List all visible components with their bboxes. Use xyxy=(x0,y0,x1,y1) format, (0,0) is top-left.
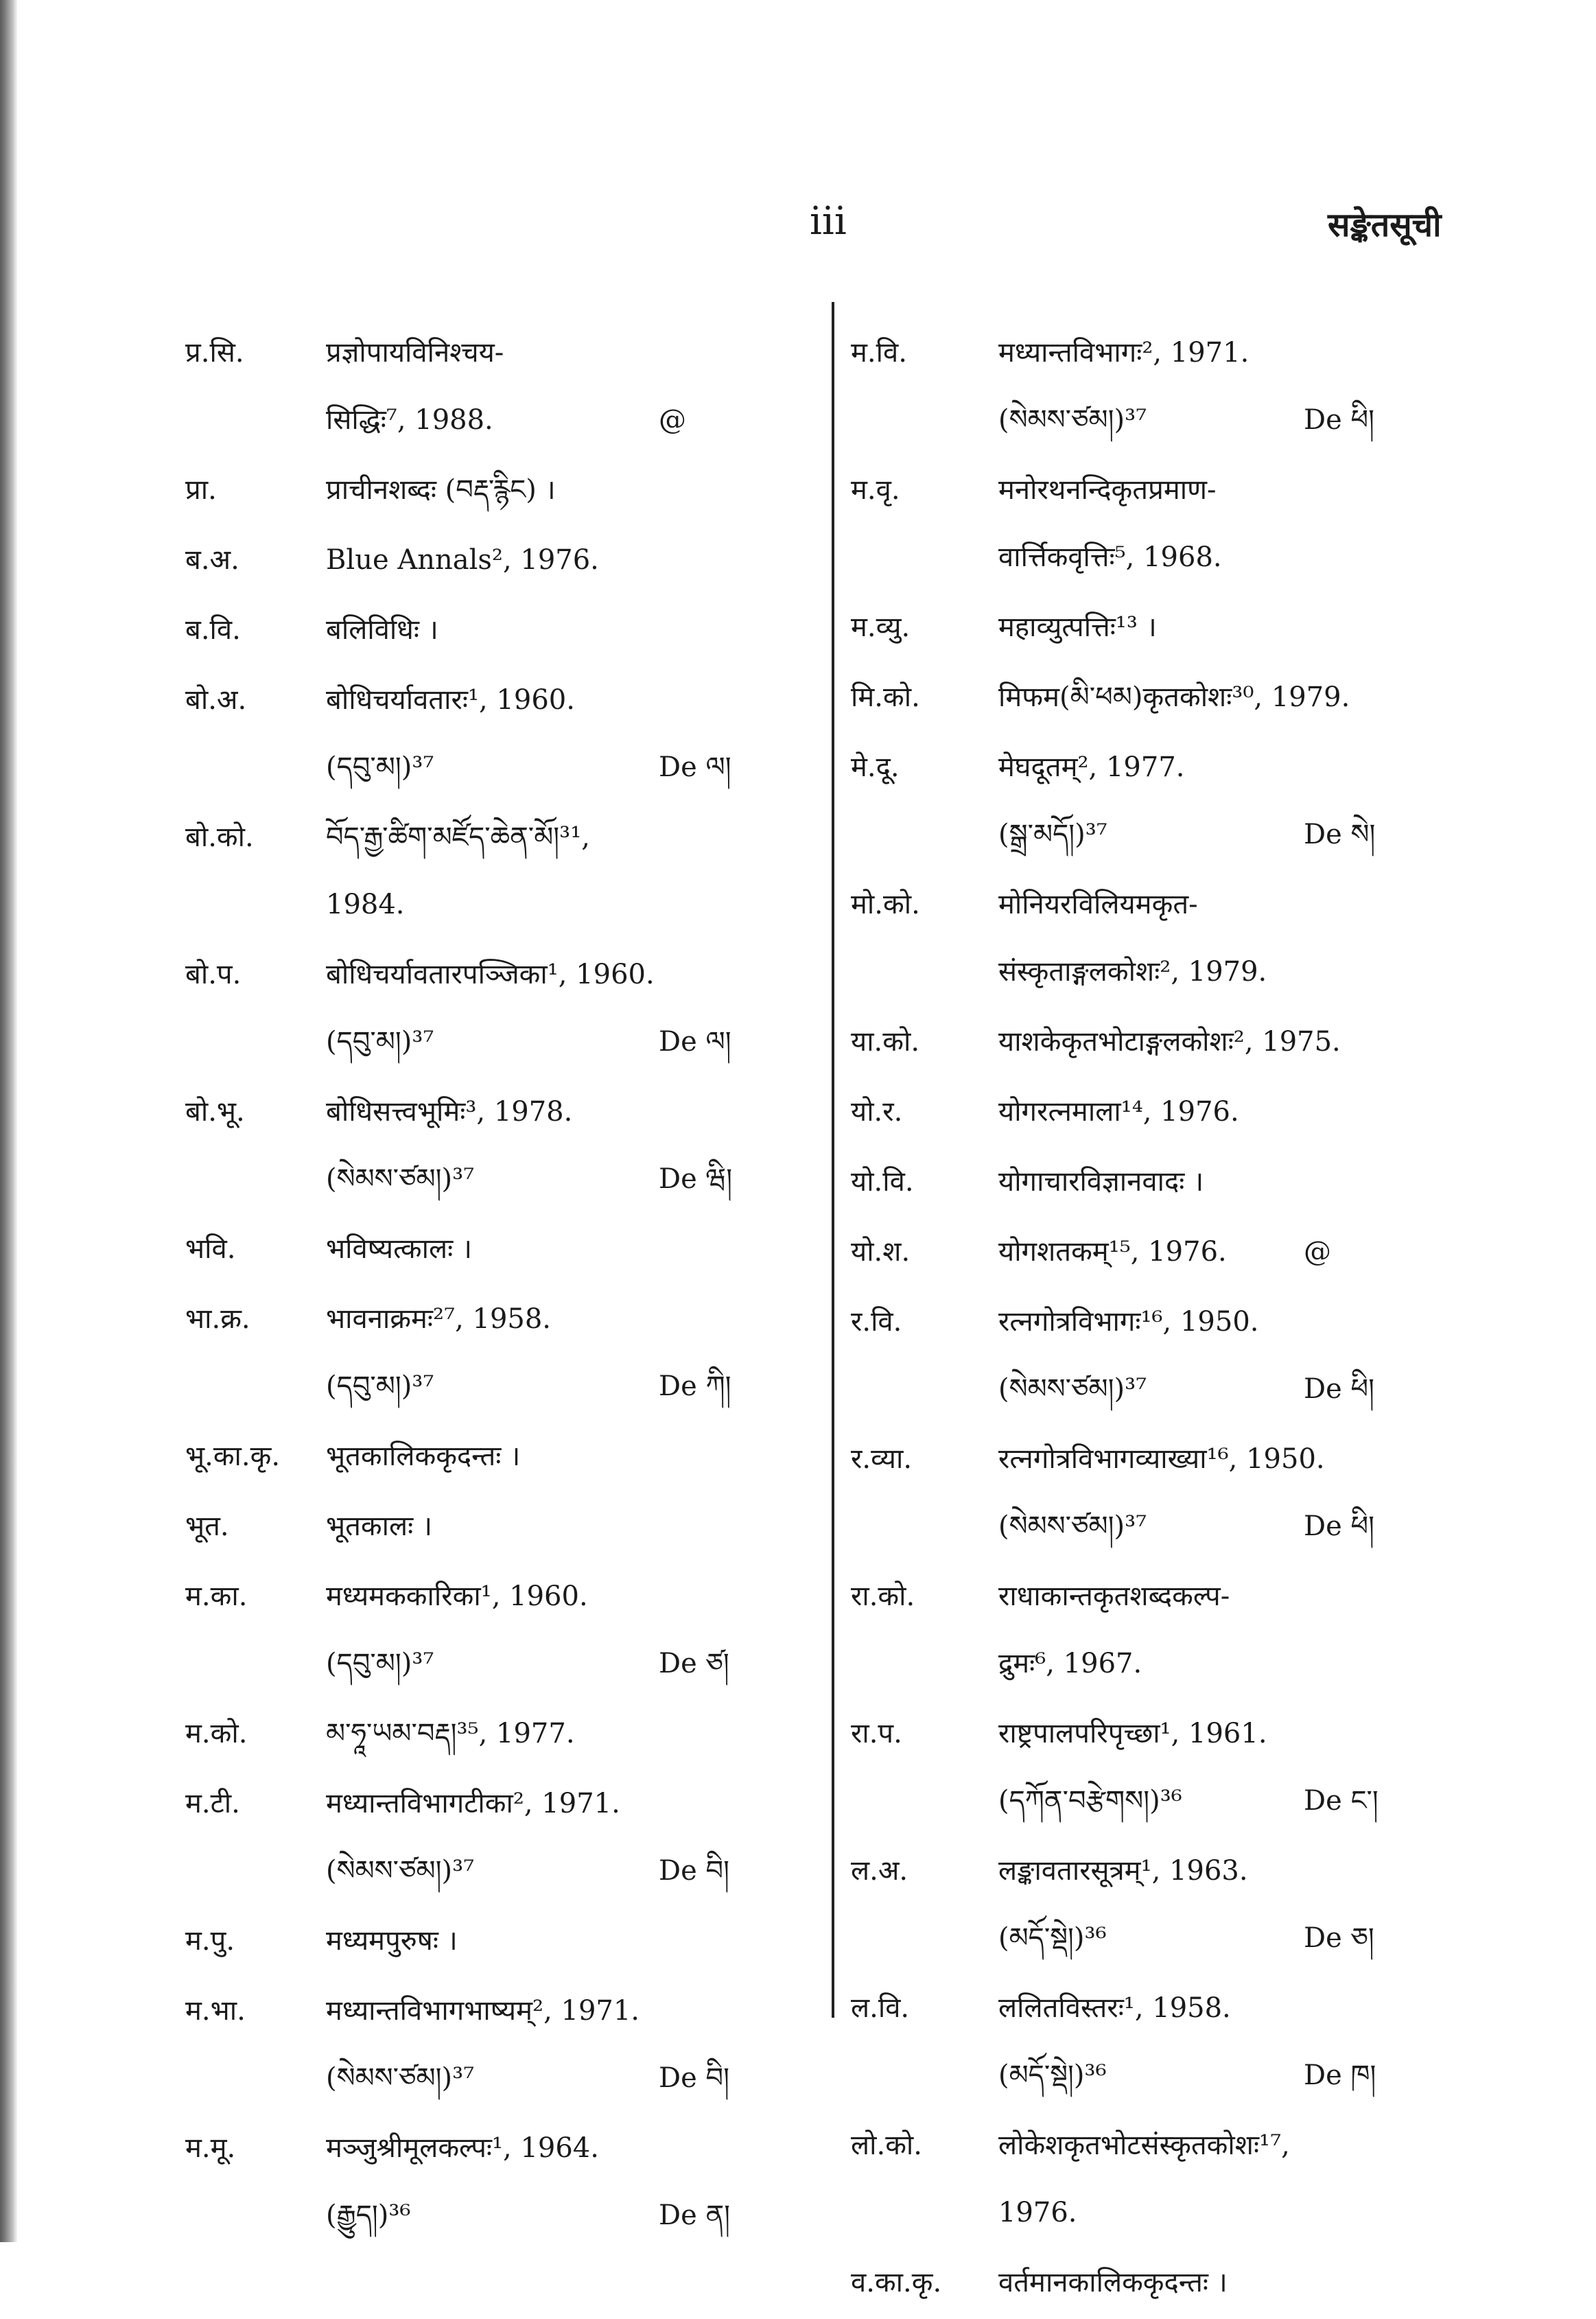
edition-mark: De ན། xyxy=(659,2200,731,2231)
expansion-text: योगशतकम्¹⁵, 1976. xyxy=(998,1236,1227,1268)
expansion-text: बोधिचर्यावतारपञ्जिका¹, 1960. xyxy=(326,959,655,990)
abbreviation-entry xyxy=(851,2112,1427,2246)
entry-line xyxy=(851,1148,1427,1215)
expansion-text: मध्यान्तविभागटीका², 1971. xyxy=(326,1788,620,1819)
entry-line xyxy=(851,386,1427,454)
abbreviation: भवि. xyxy=(185,1233,236,1265)
expansion-text: भूतकालः । xyxy=(326,1511,433,1542)
expansion-text: (དབུ་མ།)³⁷ xyxy=(326,1371,434,1402)
edition-mark: De ཁ། xyxy=(1304,2060,1376,2091)
entry-line xyxy=(851,2042,1427,2109)
abbreviation: यो.श. xyxy=(851,1236,911,1268)
abbreviation: मे.दू. xyxy=(851,751,900,783)
entry-line xyxy=(851,1837,1427,1904)
expansion-text: (དཀོན་བརྩེགས།)³⁶ xyxy=(998,1785,1182,1817)
expansion-text: भूतकालिककृदन्तः । xyxy=(326,1441,521,1472)
edition-mark: De ཀི། xyxy=(659,1371,731,1402)
entry-line xyxy=(851,938,1427,1005)
abbreviation-entry xyxy=(185,941,803,1075)
expansion-text: बोधिचर्यावतारः¹, 1960. xyxy=(326,684,575,716)
expansion-text: महाव्युत्पत्तिः¹³ । xyxy=(998,611,1157,643)
abbreviation: यो.वि. xyxy=(851,1166,914,1198)
expansion-text: མ་ཧཱ་ཡམ་བརྡ།³⁵, 1977. xyxy=(326,1718,575,1749)
entry-line xyxy=(851,1630,1427,1697)
abbreviation: म.वृ. xyxy=(851,474,900,506)
entry-line xyxy=(851,1008,1427,1075)
abbreviation: ब.अ. xyxy=(185,544,239,576)
expansion-text: मेघदूतम्², 1977. xyxy=(998,751,1185,783)
abbreviation: म.टी. xyxy=(185,1788,240,1819)
entry-line xyxy=(185,1078,803,1145)
entry-line xyxy=(851,2112,1427,2179)
expansion-text: योगाचारविज्ञानवादः । xyxy=(998,1166,1204,1198)
edition-mark: De ཕི། xyxy=(1304,404,1374,436)
entry-line xyxy=(851,2249,1427,2316)
running-head: सङ्केतसूची xyxy=(1328,206,1442,244)
abbreviation: म.वि. xyxy=(851,337,907,369)
abbreviation: र.वि. xyxy=(851,1306,902,1338)
expansion-text: प्राचीनशब्दः (བརྡ་རྙིང) । xyxy=(326,474,556,506)
entry-line xyxy=(185,1563,803,1630)
expansion-text: संस्कृताङ्गलकोशः², 1979. xyxy=(998,956,1267,988)
entry-line xyxy=(851,1425,1427,1493)
expansion-text: (དབུ་མ།)³⁷ xyxy=(326,1648,434,1679)
expansion-text: राधाकान्तकृतशब्दकल्प- xyxy=(998,1581,1230,1612)
abbreviation-entry xyxy=(185,804,803,938)
entry-line xyxy=(185,596,803,664)
abbreviation: लो.को. xyxy=(851,2130,922,2161)
column-divider xyxy=(832,302,834,2018)
abbreviation-entry xyxy=(851,456,1427,591)
expansion-text: भावनाक्रमः²⁷, 1958. xyxy=(326,1303,552,1335)
expansion-text: 1984. xyxy=(326,889,405,920)
expansion-text: मनोरथनन्दिकृतप्रमाण- xyxy=(998,474,1217,506)
abbreviation-entry xyxy=(851,2249,1427,2316)
entry-line xyxy=(851,1078,1427,1145)
expansion-text: मोनियरविलियमकृत- xyxy=(998,889,1198,920)
abbreviation: रा.को. xyxy=(851,1581,915,1612)
expansion-text: लोकेशकृतभोटसंस्कृतकोशः¹⁷, xyxy=(998,2130,1290,2161)
scan-edge-shadow xyxy=(0,0,18,2242)
expansion-text: राष्ट्रपालपरिपृच्छा¹, 1961. xyxy=(998,1718,1267,1749)
abbreviation-entry xyxy=(185,1907,803,1974)
entry-line xyxy=(185,941,803,1008)
expansion-text: मध्यान्तविभागः², 1971. xyxy=(998,337,1249,369)
abbreviation: ल.वि. xyxy=(851,1992,910,2024)
entry-line xyxy=(185,1837,803,1904)
entry-line xyxy=(185,2114,803,2182)
edition-mark: De ཕི། xyxy=(1304,1511,1374,1542)
abbreviation-entry xyxy=(851,871,1427,1005)
expansion-text: (སེམས་ཙམ།)³⁷ xyxy=(326,2062,475,2094)
abbreviation: बो.को. xyxy=(185,821,254,853)
abbreviation-entry xyxy=(185,456,803,524)
abbreviation: भा.क्र. xyxy=(185,1303,250,1335)
entry-line xyxy=(185,804,803,871)
page-number: iii xyxy=(810,199,847,244)
expansion-text: (སེམས་ཙམ།)³⁷ xyxy=(326,1163,475,1195)
abbreviation-entry xyxy=(851,1148,1427,1215)
page-header xyxy=(0,199,1596,261)
abbreviation-entry xyxy=(185,666,803,801)
entry-line xyxy=(185,1423,803,1490)
expansion-text: रत्नगोत्रविभागः¹⁶, 1950. xyxy=(998,1306,1259,1338)
abbreviation: मो.को. xyxy=(851,889,920,920)
expansion-text: वर्तमानकालिककृदन्तः । xyxy=(998,2267,1228,2298)
expansion-text: बोधिसत्त्वभूमिः³, 1978. xyxy=(326,1096,573,1128)
expansion-text: Blue Annals², 1976. xyxy=(326,544,599,576)
abbreviation-entry xyxy=(851,1078,1427,1145)
entry-line xyxy=(185,1977,803,2044)
edition-mark: De བི། xyxy=(659,2062,729,2094)
edition-mark: De སེ། xyxy=(1304,819,1376,850)
entry-line xyxy=(185,319,803,386)
abbreviation: म.भा. xyxy=(185,1995,246,2027)
entry-line xyxy=(851,1563,1427,1630)
entry-line xyxy=(851,734,1427,801)
abbreviation-entry xyxy=(185,2114,803,2249)
edition-mark: De ལ། xyxy=(659,1026,731,1058)
expansion-text: रत्नगोत्रविभागव्याख्या¹⁶, 1950. xyxy=(998,1443,1325,1475)
abbreviation: यो.र. xyxy=(851,1096,903,1128)
expansion-text: (དབུ་མ།)³⁷ xyxy=(326,1026,434,1058)
abbreviation: म.व्यु. xyxy=(851,611,911,643)
abbreviation: बो.अ. xyxy=(185,684,247,716)
entry-line xyxy=(851,664,1427,731)
abbreviation-entry xyxy=(851,734,1427,868)
abbreviation-entry xyxy=(851,594,1427,661)
entry-line xyxy=(851,1700,1427,1767)
entry-line xyxy=(185,2182,803,2249)
abbreviation: मि.को. xyxy=(851,681,920,713)
entry-line xyxy=(851,594,1427,661)
expansion-text: (སེམས་ཙམ།)³⁷ xyxy=(326,1855,475,1887)
entry-line xyxy=(851,524,1427,591)
expansion-text: मिफम(མི་ཕམ)कृतकोशः³⁰, 1979. xyxy=(998,681,1350,713)
expansion-text: वार्त्तिकवृत्तिः⁵, 1968. xyxy=(998,541,1222,573)
abbreviation-entry xyxy=(185,1977,803,2112)
abbreviation-entry xyxy=(851,1700,1427,1834)
abbreviation-entry xyxy=(851,1563,1427,1697)
entry-line xyxy=(851,1355,1427,1423)
expansion-text: मञ्जुश्रीमूलकल्पः¹, 1964. xyxy=(326,2132,599,2164)
edition-mark: De ཅ། xyxy=(1304,1922,1374,1954)
edition-mark: @ xyxy=(1304,1236,1331,1268)
expansion-text: द्रुमः⁶, 1967. xyxy=(998,1648,1142,1679)
entry-line xyxy=(185,666,803,734)
entry-line xyxy=(851,871,1427,938)
entry-line xyxy=(185,1907,803,1974)
expansion-text: ललितविस्तरः¹, 1958. xyxy=(998,1992,1231,2024)
edition-mark: De ཝི། xyxy=(659,1163,733,1195)
abbreviation-entry xyxy=(185,1285,803,1420)
abbreviation-entry xyxy=(851,1425,1427,1560)
abbreviation-entry xyxy=(851,1288,1427,1423)
abbreviation-entry xyxy=(851,1974,1427,2109)
entry-line xyxy=(185,2044,803,2112)
entry-line xyxy=(185,526,803,594)
edition-mark: De ཙ། xyxy=(659,1648,729,1679)
edition-mark: @ xyxy=(659,404,686,436)
expansion-text: सिद्धिः⁷, 1988. xyxy=(326,404,493,436)
abbreviation-entry xyxy=(851,1008,1427,1075)
expansion-text: मध्यान्तविभागभाष्यम्², 1971. xyxy=(326,1995,640,2027)
expansion-text: प्रज्ञोपायविनिश्चय- xyxy=(326,337,504,369)
abbreviation: म.को. xyxy=(185,1718,248,1749)
entry-line xyxy=(851,1288,1427,1355)
abbreviation: बो.भू. xyxy=(185,1096,245,1128)
expansion-text: लङ्कावतारसूत्रम्¹, 1963. xyxy=(998,1855,1248,1887)
abbreviation-entry xyxy=(851,1837,1427,1972)
abbreviation: र.व्या. xyxy=(851,1443,913,1475)
entry-line xyxy=(185,1145,803,1213)
abbreviation-entry xyxy=(851,664,1427,731)
abbreviation-entry xyxy=(185,1078,803,1213)
abbreviation-entry xyxy=(185,1563,803,1697)
abbreviation: म.का. xyxy=(185,1581,248,1612)
abbreviation: या.को. xyxy=(851,1026,920,1058)
edition-mark: De ང་། xyxy=(1304,1785,1378,1817)
entry-line xyxy=(851,1974,1427,2042)
edition-mark: De བི། xyxy=(659,1855,729,1887)
expansion-text: (སེམས་ཙམ།)³⁷ xyxy=(998,1511,1147,1542)
entry-line xyxy=(185,1285,803,1353)
abbreviation: बो.प. xyxy=(185,959,242,990)
left-column xyxy=(185,319,803,2252)
entry-line xyxy=(185,1770,803,1837)
expansion-text: 1976. xyxy=(998,2197,1077,2228)
abbreviation: म.पु. xyxy=(185,1925,235,1957)
expansion-text: (སྒྲ་མདོ།)³⁷ xyxy=(998,819,1107,850)
entry-line xyxy=(851,319,1427,386)
abbreviation-entry xyxy=(851,319,1427,454)
abbreviation-entry xyxy=(185,526,803,594)
abbreviation: भूत. xyxy=(185,1511,229,1542)
entry-line xyxy=(851,1767,1427,1834)
entry-line xyxy=(185,1008,803,1075)
abbreviation-entry xyxy=(185,319,803,454)
abbreviation: प्र.सि. xyxy=(185,337,244,369)
abbreviation-entry xyxy=(851,1218,1427,1285)
expansion-text: (སེམས་ཙམ།)³⁷ xyxy=(998,1373,1147,1405)
expansion-text: (དབུ་མ།)³⁷ xyxy=(326,751,434,783)
entry-line xyxy=(185,456,803,524)
expansion-text: योगरत्नमाला¹⁴, 1976. xyxy=(998,1096,1239,1128)
entry-line xyxy=(185,386,803,454)
edition-mark: De ཕི། xyxy=(1304,1373,1374,1405)
right-column xyxy=(851,319,1427,2319)
expansion-text: (སེམས་ཙམ།)³⁷ xyxy=(998,404,1147,436)
expansion-text: (མདོ་སྡེ།)³⁶ xyxy=(998,2060,1107,2091)
abbreviation: ल.अ. xyxy=(851,1855,908,1887)
entry-line xyxy=(185,1353,803,1420)
abbreviation-entry xyxy=(185,1700,803,1767)
entry-line xyxy=(851,1493,1427,1560)
edition-mark: De ལ། xyxy=(659,751,731,783)
abbreviation: व.का.कृ. xyxy=(851,2267,942,2298)
expansion-text: मध्यमपुरुषः । xyxy=(326,1925,458,1957)
expansion-text: (མདོ་སྡེ།)³⁶ xyxy=(998,1922,1107,1954)
entry-line xyxy=(851,2179,1427,2246)
abbreviation: ब.वि. xyxy=(185,614,241,646)
abbreviation: भू.का.कृ. xyxy=(185,1441,281,1472)
abbreviation: प्रा. xyxy=(185,474,217,506)
entry-line xyxy=(185,734,803,801)
expansion-text: बलिविधिः । xyxy=(326,614,438,646)
entry-line xyxy=(185,1630,803,1697)
abbreviation-entry xyxy=(185,596,803,664)
abbreviation: म.मू. xyxy=(185,2132,236,2164)
entry-line xyxy=(851,456,1427,524)
expansion-text: བོད་རྒྱ་ཚིག་མཛོད་ཆེན་མོ།³¹, xyxy=(326,821,590,853)
entry-line xyxy=(185,1700,803,1767)
abbreviation-entry xyxy=(185,1770,803,1904)
expansion-text: मध्यमककारिका¹, 1960. xyxy=(326,1581,588,1612)
entry-line xyxy=(185,1493,803,1560)
expansion-text: (རྒྱུད།)³⁶ xyxy=(326,2200,411,2231)
expansion-text: भविष्यत्कालः । xyxy=(326,1233,473,1265)
abbreviation-entry xyxy=(185,1493,803,1560)
abbreviation: रा.प. xyxy=(851,1718,902,1749)
entry-line xyxy=(851,1904,1427,1972)
abbreviation-entry xyxy=(185,1423,803,1490)
entry-line xyxy=(851,1218,1427,1285)
entry-line xyxy=(185,871,803,938)
expansion-text: याशकेकृतभोटाङ्गलकोशः², 1975. xyxy=(998,1026,1341,1058)
abbreviation-entry xyxy=(185,1215,803,1283)
entry-line xyxy=(851,801,1427,868)
entry-line xyxy=(185,1215,803,1283)
